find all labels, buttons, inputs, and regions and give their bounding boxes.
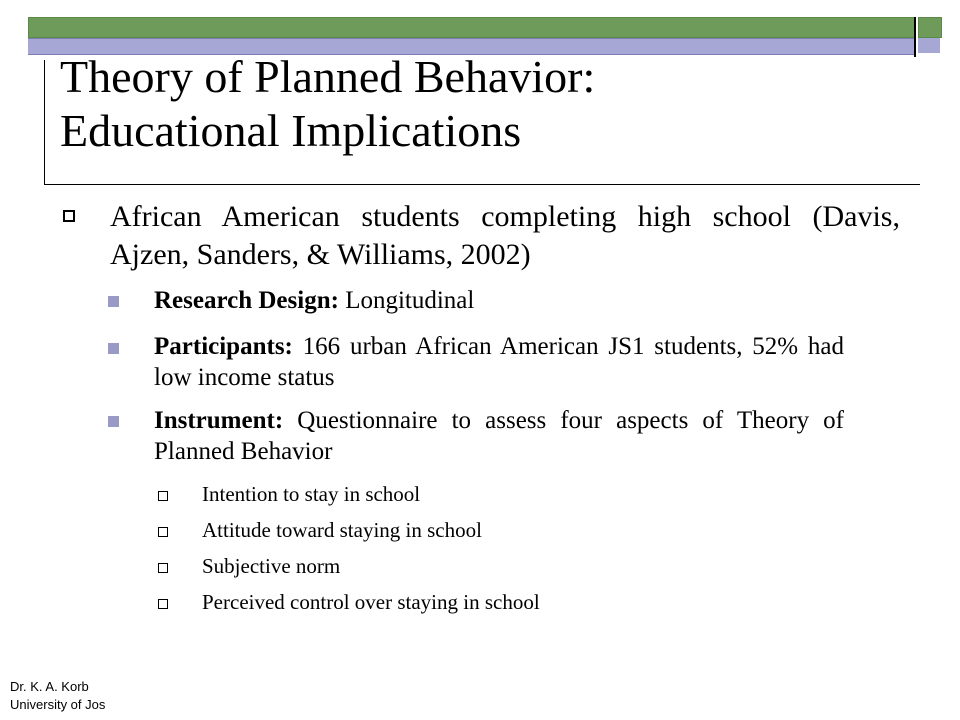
sub-item: Subjective norm [202,554,341,578]
header-lavender-square [918,38,940,53]
title-line-1: Theory of Planned Behavior: [60,51,596,102]
sub-item: Attitude toward staying in school [202,518,482,542]
bullet-participants [154,331,844,393]
title-underline [44,184,920,185]
instrument-label: Instrument: [154,407,284,434]
sub-item: Perceived control over staying in school [202,590,540,614]
footer-institution: University of Jos [10,697,106,712]
hollow-square-bullet-icon [158,563,168,573]
filled-square-bullet-icon [108,416,119,427]
participants-text: 166 urban African American JS1 students, 52% had low income status [154,333,844,391]
instrument-text: Questionnaire to assess four aspects of Theory of Planned Behavior [154,407,844,465]
slide-footer [10,678,105,714]
filled-square-bullet-icon [108,343,119,354]
footer-author: Dr. K. A. Korb [10,679,89,694]
sub-item: Intention to stay in school [202,482,421,506]
research-design-text: Longitudinal [338,287,475,314]
hollow-square-bullet-icon [158,599,168,609]
header-green-bar [28,17,916,38]
level1-bullet-text: African American students completing high school (Davis, Ajzen, Sanders, & Williams, 2002) [110,200,900,271]
title-line-2: Educational Implications [60,105,522,156]
bullet-research-design [154,285,844,316]
header-green-square [918,17,942,38]
left-vertical-line [44,60,45,184]
participants-label: Participants: [154,333,293,360]
filled-square-bullet-icon [108,296,119,307]
bullet-instrument [154,405,844,467]
slide-title [60,50,920,158]
hollow-square-bullet-icon [63,210,75,222]
hollow-square-bullet-icon [158,527,168,537]
research-design-label: Research Design: [154,287,339,314]
hollow-square-bullet-icon [158,491,168,501]
